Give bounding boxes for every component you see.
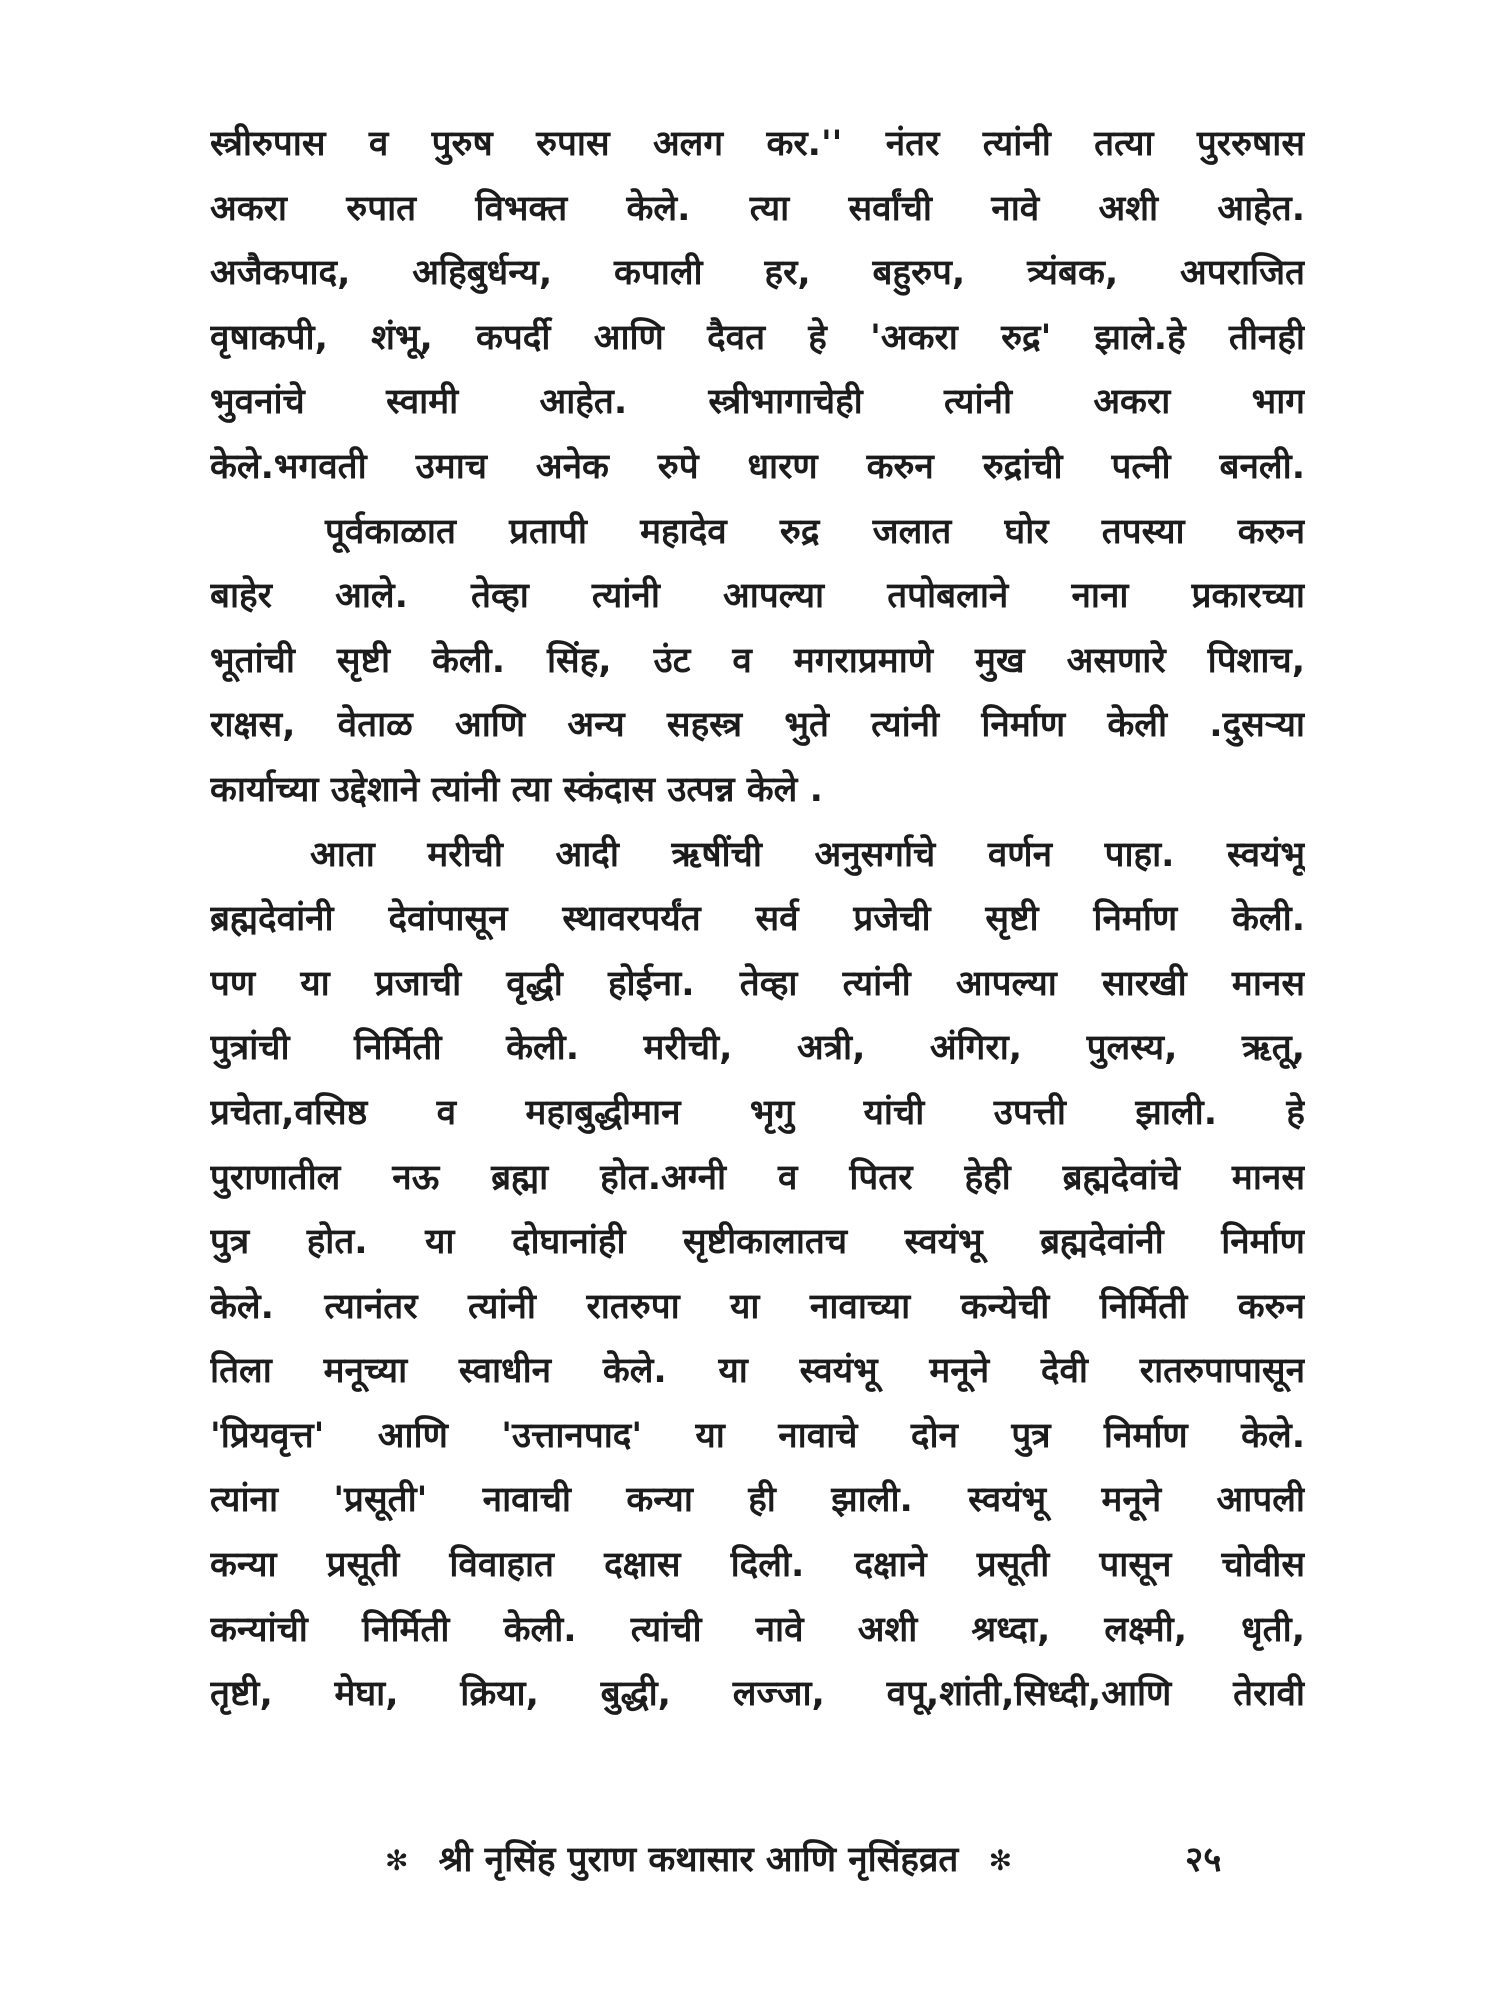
text-line: कन्यांची निर्मिती केली. त्यांची नावे अशी श्रध्दा, लक्ष्मी, धृती, <box>210 1609 1305 1650</box>
text-line: स्त्रीरुपास व पुरुष रुपास अलग कर.'' नंतर त्यांनी तत्या पुररुषास <box>210 124 1305 164</box>
paragraph-start-line: पूर्वकाळात प्रतापी महादेव रुद्र जलात घोर तपस्या करुन <box>325 511 1305 552</box>
text-line: अकरा रुपात विभक्त केले. त्या सर्वांची नावे अशी आहेत. <box>210 188 1305 229</box>
page-footer <box>385 1830 1285 1890</box>
text-line: पुत्र होत. या दोघानांही सृष्टीकालातच स्वयंभू ब्रह्मदेवांनी निर्माण <box>210 1222 1305 1263</box>
text-line: बाहेर आले. तेव्हा त्यांनी आपल्या तपोबलाने नाना प्रकारच्या <box>210 576 1305 617</box>
text-line: वृषाकपी, शंभू, कपर्दी आणि दैवत हे 'अकरा रुद्र' झाले.हे तीनही <box>210 317 1305 358</box>
page-number: २५ <box>1185 1840 1222 1880</box>
text-line: पुराणातील नऊ ब्रह्मा होत.अग्नी व पितर हेही ब्रह्मदेवांचे मानस <box>210 1157 1305 1198</box>
text-line: भुवनांचे स्वामी आहेत. स्त्रीभागाचेही त्यांनी अकरा भाग <box>210 382 1305 423</box>
asterisk-ornament-icon: ✻ <box>988 1844 1013 1877</box>
text-line: पुत्रांची निर्मिती केली. मरीची, अत्री, अंगिरा, पुलस्य, ऋतू, <box>210 1028 1305 1069</box>
text-line: तृष्टी, मेघा, क्रिया, बुद्धी, लज्जा, वपू,शांती,सिध्दी,आणि तेरावी <box>210 1674 1305 1715</box>
paragraph-start-line: आता मरीची आदी ऋषींची अनुसर्गाचे वर्णन पाहा. स्वयंभू <box>310 834 1305 875</box>
text-line: कन्या प्रसूती विवाहात दक्षास दिली. दक्षाने प्रसूती पासून चोवीस <box>210 1545 1305 1586</box>
text-line: भूतांची सृष्टी केली. सिंह, उंट व मगराप्रमाणे मुख असणारे पिशाच, <box>210 640 1305 681</box>
text-line: 'प्रियवृत्त' आणि 'उत्तानपाद' या नावाचे दोन पुत्र निर्माण केले. <box>210 1415 1305 1456</box>
text-line: अजैकपाद, अहिबुर्धन्य, कपाली हर, बहुरुप, त्र्यंबक, अपराजित <box>210 253 1305 294</box>
text-line: केले. त्यानंतर त्यांनी रातरुपा या नावाच्या कन्येची निर्मिती करुन <box>210 1286 1305 1327</box>
body-text <box>210 112 1305 1727</box>
text-line: राक्षस, वेताळ आणि अन्य सहस्त्र भुते त्यांनी निर्माण केली .दुसऱ्या <box>210 705 1305 746</box>
text-line: पण या प्रजाची वृद्धी होईना. तेव्हा त्यांनी आपल्या सारखी मानस <box>210 963 1305 1004</box>
text-line: केले.भगवती उमाच अनेक रुपे धारण करुन रुद्रांची पत्नी बनली. <box>210 446 1305 487</box>
text-line: त्यांना 'प्रसूती' नावाची कन्या ही झाली. स्वयंभू मनूने आपली <box>210 1480 1305 1521</box>
text-line: ब्रह्मदेवांनी देवांपासून स्थावरपर्यंत सर्व प्रजेची सृष्टी निर्माण केली. <box>210 899 1305 940</box>
paragraph-end-line: कार्याच्या उद्देशाने त्यांनी त्या स्कंदास उत्पन्न केले . <box>210 769 823 810</box>
asterisk-ornament-icon: ✻ <box>385 1844 409 1877</box>
book-title: श्री नृसिंह पुराण कथासार आणि नृसिंहव्रत <box>438 1840 959 1880</box>
text-line: तिला मनूच्या स्वाधीन केले. या स्वयंभू मनूने देवी रातरुपापासून <box>210 1351 1305 1392</box>
text-line: प्रचेता,वसिष्ठ व महाबुद्धीमान भृगु यांची उपत्ती झाली. हे <box>210 1092 1305 1133</box>
